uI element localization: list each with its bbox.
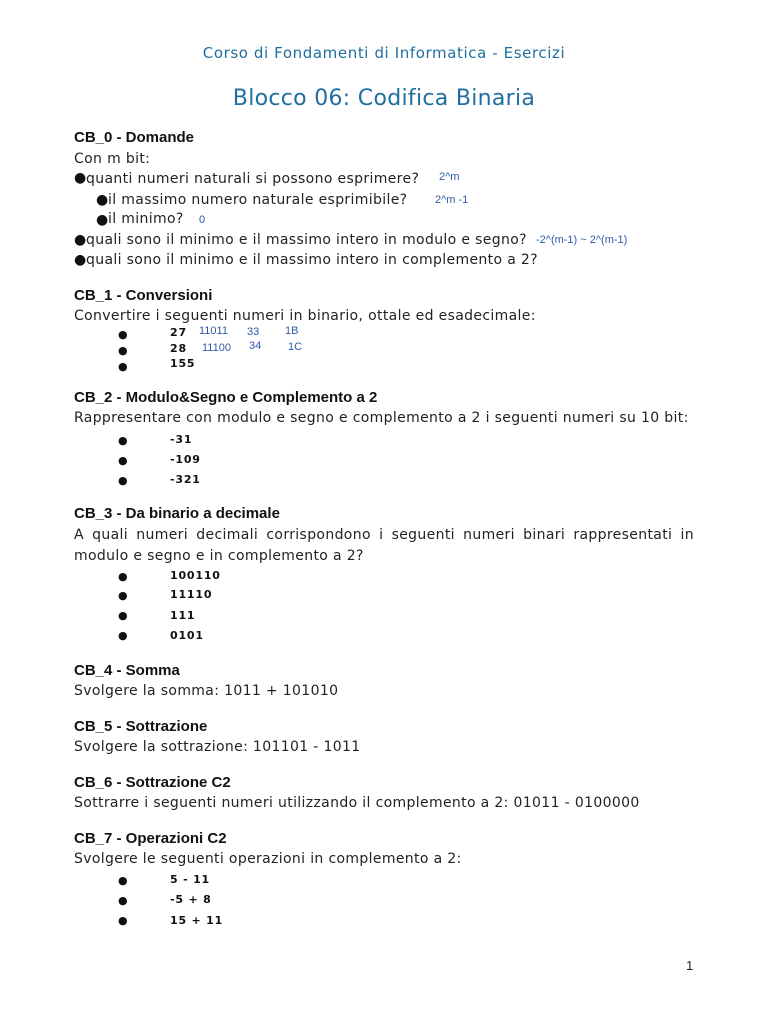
bullet-icon: ● [96, 212, 109, 228]
cb3-text: A quali numeri decimali corrispondono i seguenti numeri binari rappresentati in modulo e segno e in complemento a 2? [74, 527, 694, 564]
cb3-title: CB_3 - Da binario a decimale [74, 505, 280, 522]
cb1-annotation: 33 [247, 326, 260, 338]
cb7-title: CB_7 - Operazioni C2 [74, 830, 227, 847]
cb2-title: CB_2 - Modulo&Segno e Complemento a 2 [74, 389, 378, 406]
cb5-title: CB_5 - Sottrazione [74, 718, 208, 735]
bullet-icon: ● [118, 589, 128, 602]
cb3-item: 11110 [170, 588, 213, 601]
bullet-icon: ● [74, 252, 87, 268]
cb0-answer-1: 2^m [439, 171, 460, 183]
cb1-annotation: 1B [285, 325, 299, 337]
cb5-text: Svolgere la sottrazione: 101101 - 1011 [74, 739, 361, 755]
page-number: 1 [686, 958, 694, 973]
bullet-icon: ● [118, 894, 128, 907]
bullet-icon: ● [118, 454, 128, 467]
bullet-icon: ● [118, 914, 128, 927]
cb7-item: -5 + 8 [170, 893, 212, 906]
cb7-text: Svolgere le seguenti operazioni in complemento a 2: [74, 851, 462, 867]
course-title: Corso di Fondamenti di Informatica - Esercizi [202, 44, 566, 62]
cb1-annotation: 11011 [199, 325, 228, 337]
bullet-icon: ● [118, 328, 128, 341]
cb1-annotation: 1C [288, 341, 303, 353]
cb0-question-1: quanti numeri naturali si possono esprimere? [86, 171, 420, 187]
cb0-question-1a: il massimo numero naturale esprimibile? [108, 192, 408, 208]
bullet-icon: ● [74, 170, 87, 186]
cb1-annotation: 11100 [202, 342, 231, 354]
cb0-question-3: quali sono il minimo e il massimo intero in complemento a 2? [86, 252, 538, 268]
cb0-intro: Con m bit: [74, 151, 151, 167]
cb1-annotation: 34 [249, 340, 262, 352]
bullet-icon: ● [118, 344, 128, 357]
cb1-item: 27 [170, 326, 187, 339]
block-title: Blocco 06: Codifica Binaria [232, 86, 536, 111]
bullet-icon: ● [118, 474, 128, 487]
cb0-title: CB_0 - Domande [74, 129, 195, 146]
cb0-question-1b: il minimo? [108, 211, 184, 227]
cb6-title: CB_6 - Sottrazione C2 [74, 774, 231, 791]
bullet-icon: ● [118, 570, 128, 583]
cb0-answer-1b: 0 [199, 214, 206, 226]
cb1-text: Convertire i seguenti numeri in binario, ottale ed esadecimale: [74, 308, 536, 324]
cb6-text: Sottrarre i seguenti numeri utilizzando il complemento a 2: 01011 - 0100000 [74, 795, 640, 811]
bullet-icon: ● [118, 360, 128, 373]
cb2-item: -109 [170, 453, 201, 466]
bullet-icon: ● [96, 192, 109, 208]
cb1-item: 28 [170, 342, 187, 355]
cb3-item: 111 [170, 609, 196, 622]
bullet-icon: ● [118, 609, 128, 622]
bullet-icon: ● [118, 874, 128, 887]
bullet-icon: ● [118, 629, 128, 642]
cb4-text: Svolgere la somma: 1011 + 101010 [74, 683, 339, 699]
cb3-item: 100110 [170, 569, 221, 582]
cb7-item: 5 - 11 [170, 873, 210, 886]
bullet-icon: ● [118, 434, 128, 447]
cb3-item: 0101 [170, 629, 204, 642]
bullet-icon: ● [74, 232, 87, 248]
cb1-title: CB_1 - Conversioni [74, 287, 213, 304]
cb7-item: 15 + 11 [170, 914, 224, 927]
cb0-answer-2: -2^(m-1) ~ 2^(m-1) [536, 234, 628, 246]
cb2-item: -31 [170, 433, 193, 446]
cb0-question-2: quali sono il minimo e il massimo intero in modulo e segno? [86, 232, 527, 248]
cb4-title: CB_4 - Somma [74, 662, 180, 679]
cb2-text: Rappresentare con modulo e segno e complemento a 2 i seguenti numeri su 10 bit: [74, 410, 689, 426]
cb2-item: -321 [170, 473, 201, 486]
cb1-item: 155 [170, 357, 196, 370]
cb0-answer-1a: 2^m -1 [435, 194, 469, 206]
